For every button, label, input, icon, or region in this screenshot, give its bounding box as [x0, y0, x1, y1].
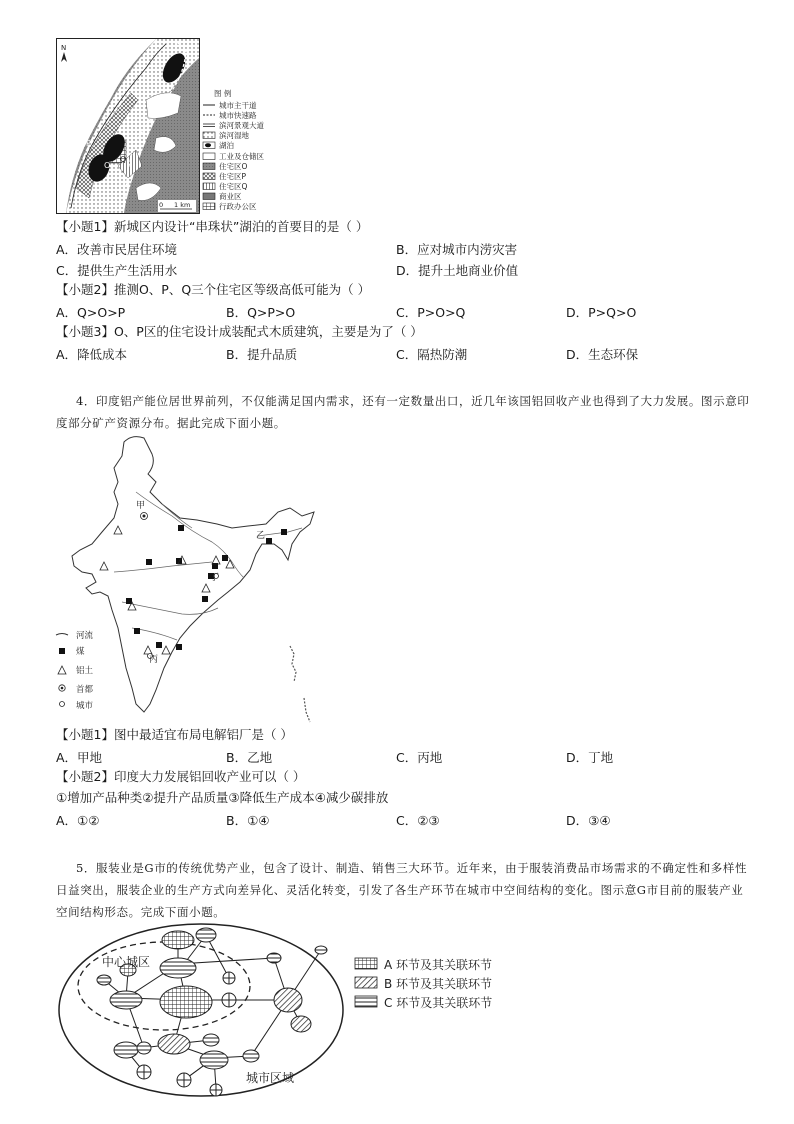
- s4-q1-stem: 【小题1】图中最适宜布局电解铝厂是（ ）: [56, 727, 293, 742]
- map-legend-label: 城市快速路: [219, 110, 257, 120]
- scale-zero: 0: [159, 201, 164, 209]
- s3-q2-option-c[interactable]: C．P>O>Q: [396, 305, 466, 320]
- legend-city-label: 城市: [76, 701, 94, 711]
- s3-q1-option-a[interactable]: A．改善市民居住环境: [56, 242, 178, 257]
- map-legend: [202, 100, 264, 212]
- legend-bauxite-label: 铝土: [76, 666, 94, 676]
- node-a-main: [160, 986, 212, 1018]
- s4-q2-option-a[interactable]: A．①②: [56, 813, 100, 828]
- map-legend-item: [202, 202, 264, 212]
- map-legend-swatch: [202, 131, 216, 140]
- map-legend-item: [202, 151, 264, 161]
- s3-q3-option-b[interactable]: B．提升品质: [226, 347, 298, 362]
- s3-q3-option-a[interactable]: A．降低成本: [56, 347, 128, 362]
- zone-label-o: O: [104, 161, 111, 170]
- legend-coal-label: 煤: [76, 647, 85, 657]
- map-legend-item: [202, 120, 264, 130]
- legend-capital-label: 首都: [76, 685, 94, 695]
- legend-c-label: C 环节及其关联环节: [384, 996, 493, 1010]
- map-legend-title: 图 例: [214, 89, 232, 98]
- s4-q2-option-b[interactable]: B．①④: [226, 813, 270, 828]
- apparel-diagram: [56, 920, 346, 1104]
- s4-q2-stem: 【小题2】印度大力发展铝回收产业可以（ ）: [56, 769, 306, 784]
- s3-q2-option-a[interactable]: A．Q>O>P: [56, 305, 126, 320]
- map-legend-label: 滨河景观大道: [219, 120, 264, 130]
- s3-q1-option-d[interactable]: D．提升土地商业价值: [396, 263, 519, 278]
- map-legend-swatch: [202, 162, 216, 171]
- s5-intro-line3: 空间结构形态。完成下面小题。: [56, 905, 226, 919]
- place-label-yi: 乙: [256, 531, 266, 541]
- place-label-ding: 丁: [210, 573, 220, 583]
- s3-q2-option-d[interactable]: D．P>Q>O: [566, 305, 637, 320]
- map-legend-swatch: [202, 111, 216, 120]
- legend-bauxite-icon: [58, 666, 66, 674]
- s3-q2-option-b[interactable]: B．Q>P>O: [226, 305, 296, 320]
- s4-q1-option-d[interactable]: D．丁地: [566, 750, 614, 765]
- legend-c-swatch: [355, 996, 377, 1007]
- s3-q3-option-c[interactable]: C．隔热防潮: [396, 347, 468, 362]
- map-legend-item: [202, 110, 264, 120]
- legend-coal-icon: [59, 648, 65, 654]
- s3-q1-option-c[interactable]: C．提供生产生活用水: [56, 263, 178, 278]
- s5-intro-line1: 5．服装业是G市的传统优势产业，包含了设计、制造、销售三大环节。近年来，由于服装消费品市场需求的不确定性和多样性: [76, 861, 748, 875]
- map-legend-swatch: [202, 141, 216, 150]
- map-legend-label: 滨河湿地: [219, 131, 249, 141]
- s3-q3-stem: 【小题3】O、P区的住宅设计成装配式木质建筑，主要是为了（ ）: [56, 324, 423, 339]
- apparel-legend-swatches: [354, 956, 378, 1016]
- node-a: [162, 931, 194, 949]
- north-label: N: [61, 44, 67, 52]
- s4-q1-option-a[interactable]: A．甲地: [56, 750, 103, 765]
- scale-end: 1 km: [174, 201, 191, 209]
- map-legend-item: [202, 161, 264, 171]
- india-map-figure: [52, 432, 322, 724]
- legend-b-label: B 环节及其关联环节: [384, 977, 493, 991]
- map-legend-label: 住宅区P: [219, 171, 247, 181]
- map-legend-label: 工业及仓储区: [219, 151, 264, 161]
- map-legend-label: 行政办公区: [219, 202, 257, 212]
- s5-intro: [56, 857, 756, 923]
- map-legend-label: 湖泊: [219, 141, 234, 151]
- legend-a-swatch: [355, 958, 377, 969]
- india-map-svg: [52, 432, 322, 724]
- map-legend-item: [202, 192, 264, 202]
- legend-river-icon: [56, 634, 68, 636]
- map-legend-label: 住宅区O: [219, 161, 248, 171]
- map-legend-swatch: [202, 172, 216, 181]
- map-legend-item: [202, 141, 264, 151]
- s4-q1-option-b[interactable]: B．乙地: [226, 750, 273, 765]
- zone-label-q: Q: [120, 155, 127, 164]
- s3-q1-option-b[interactable]: B．应对城市内涝灾害: [396, 242, 518, 257]
- andaman-islands: [290, 646, 296, 682]
- s5-intro-line2: 日益突出，服装企业的生产方式向差异化、灵活化转变，引发了各生产环节在城市中空间结构的变化。图示意G市目前的服装产业: [56, 883, 744, 897]
- map-legend-item: [202, 171, 264, 181]
- legend-river-label: 河流: [76, 631, 94, 641]
- s3-q2-stem: 【小题2】推测O、P、Q三个住宅区等级高低可能为（ ）: [56, 282, 371, 297]
- s4-q1-option-c[interactable]: C．丙地: [396, 750, 443, 765]
- map-legend-label: 城市主干道: [219, 100, 257, 110]
- map-legend-swatch: [202, 202, 216, 211]
- s3-q1-stem: 【小题1】新城区内设计“串珠状”湖泊的首要目的是（ ）: [56, 219, 369, 234]
- s4-q2-option-c[interactable]: C．②③: [396, 813, 440, 828]
- place-label-jia: 甲: [136, 501, 146, 511]
- zone-label-p: P: [86, 139, 91, 148]
- s4-q2-option-d[interactable]: D．③④: [566, 813, 611, 828]
- s4-q2-statement: ①增加产品种类②提升产品质量③降低生产成本④减少碳排放: [56, 790, 389, 805]
- city-region-label: 城市区域: [246, 1071, 295, 1085]
- map-legend-swatch: [202, 192, 216, 201]
- apparel-diagram-svg: [56, 920, 346, 1104]
- s4-intro-line1: 4．印度铝产能位居世界前列，不仅能满足国内需求，还有一定数量出口，近几年该国铝回收产业也得到了大力发展。图示意印: [76, 394, 750, 408]
- map-legend-swatch: [202, 182, 216, 191]
- city-map-figure: [56, 38, 264, 216]
- map-legend-item: [202, 182, 264, 192]
- map-legend-item: [202, 100, 264, 110]
- legend-city-icon: [60, 702, 65, 707]
- place-label-bing: 丙: [149, 655, 159, 665]
- central-city-label: 中心城区: [102, 955, 151, 969]
- map-legend-item: [202, 131, 264, 141]
- s4-intro-line2: 度部分矿产资源分布。据此完成下面小题。: [56, 416, 286, 430]
- map-legend-swatch: [202, 101, 216, 110]
- map-legend-swatch: [202, 121, 216, 130]
- s4-intro: [56, 390, 756, 434]
- s3-q3-option-d[interactable]: D．生态环保: [566, 347, 639, 362]
- map-legend-label: 商业区: [219, 192, 242, 202]
- map-legend-label: 住宅区Q: [219, 182, 248, 192]
- legend-b-swatch: [355, 977, 377, 988]
- map-legend-swatch: [202, 152, 216, 161]
- legend-a-label: A 环节及其关联环节: [384, 958, 493, 972]
